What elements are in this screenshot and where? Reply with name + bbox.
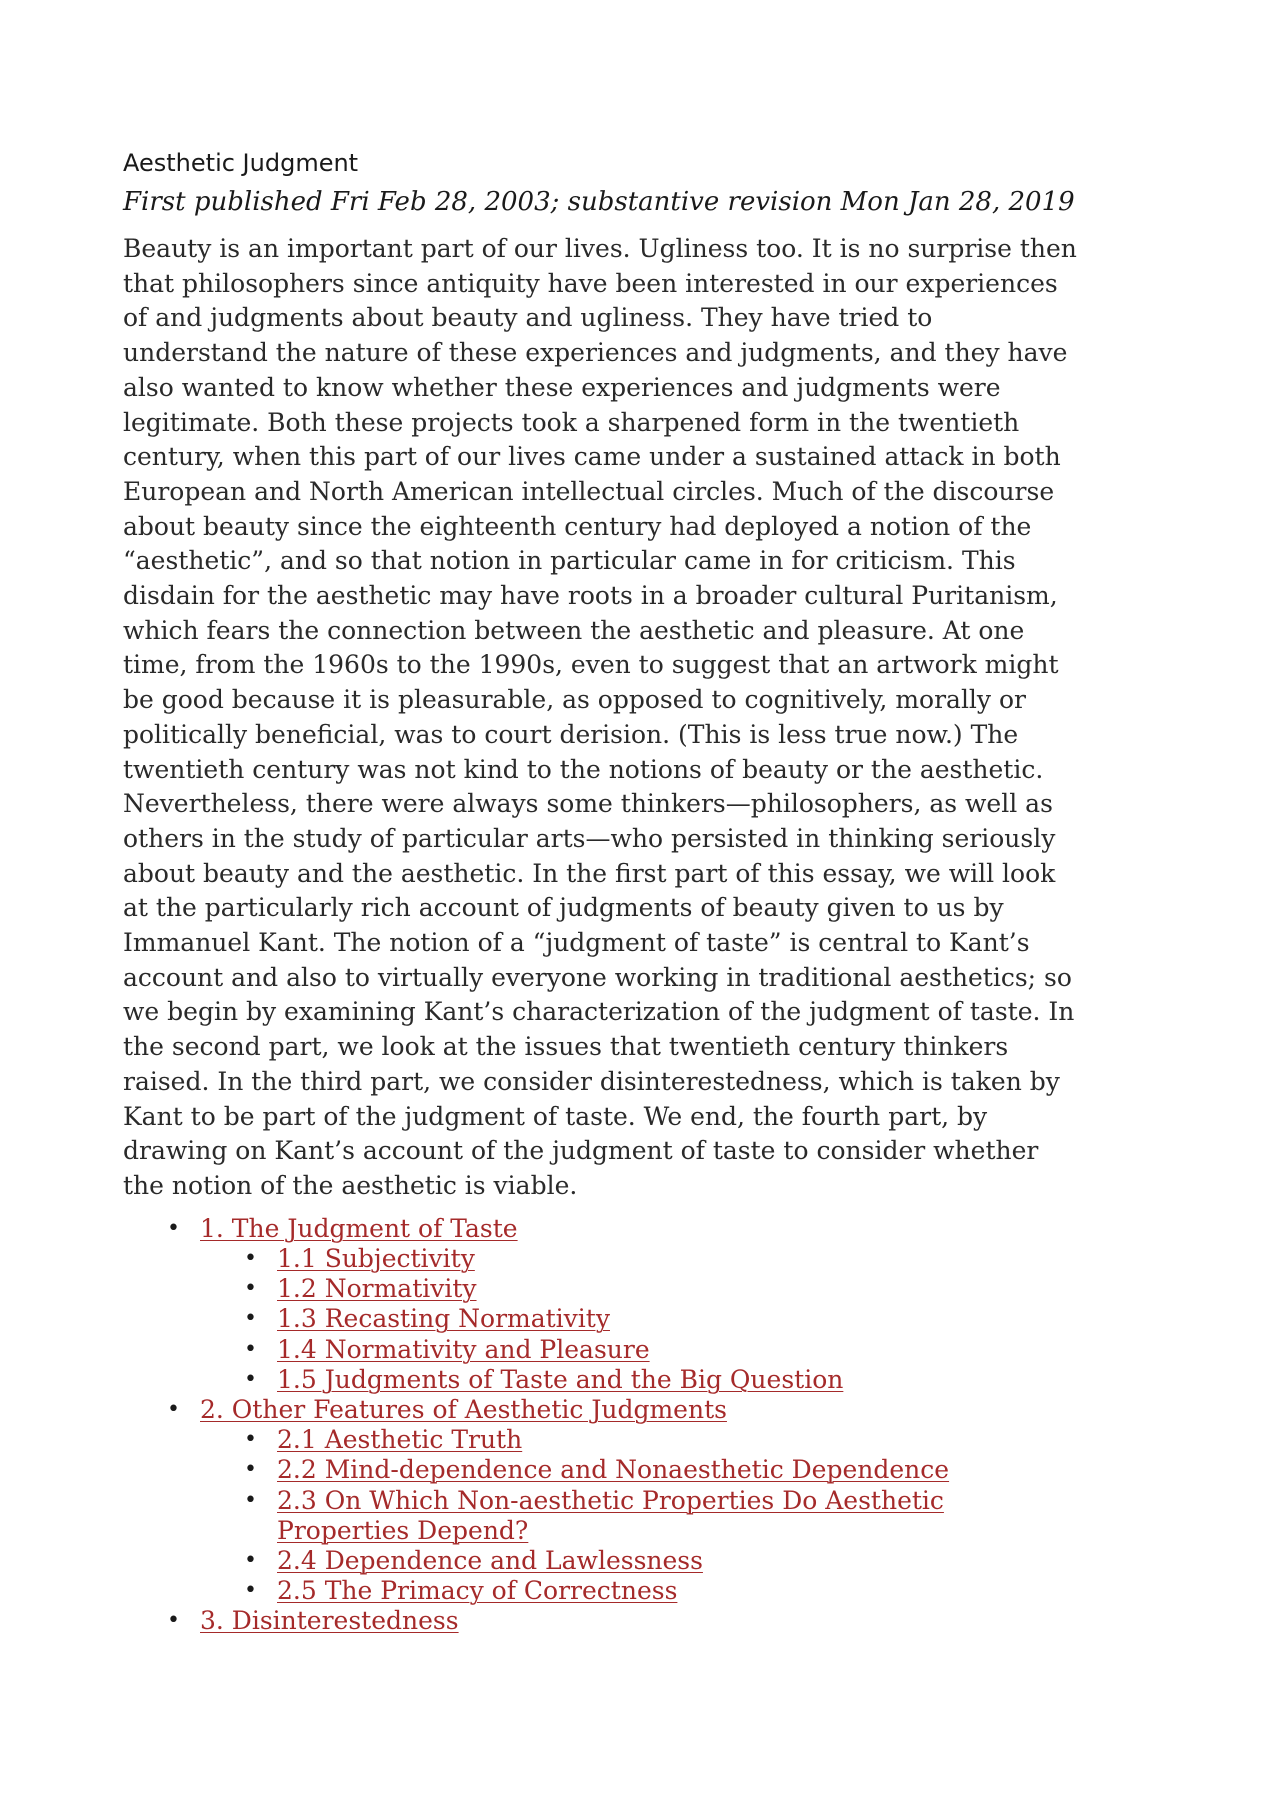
toc-subitem	[200, 1576, 1093, 1606]
toc-subitem	[200, 1304, 1093, 1334]
toc-item-2	[123, 1395, 1093, 1606]
document-title: Aesthetic Judgment	[123, 149, 359, 177]
toc-subitem	[200, 1455, 1093, 1485]
toc-link-1-4[interactable]: 1.4 Normativity and Pleasure	[277, 1334, 650, 1364]
toc-link-2[interactable]: 2. Other Features of Aesthetic Judgments	[200, 1394, 727, 1424]
toc-item-3	[123, 1606, 1093, 1636]
toc-link-3[interactable]: 3. Disinterestedness	[200, 1606, 459, 1636]
toc-subitem	[200, 1335, 1093, 1365]
toc-link-2-2[interactable]: 2.2 Mind-dependence and Nonaesthetic Dependence	[277, 1455, 950, 1485]
document-page	[123, 146, 1093, 1637]
toc-link-1-3[interactable]: 1.3 Recasting Normativity	[277, 1304, 610, 1334]
toc-subitem	[200, 1546, 1093, 1576]
toc-sublist-2	[200, 1425, 1093, 1606]
table-of-contents	[123, 1214, 1093, 1637]
toc-subitem	[200, 1486, 1093, 1546]
toc-subitem	[200, 1365, 1093, 1395]
abstract-paragraph: Beauty is an important part of our lives. Ugliness too. It is no surprise then that philosophers since antiquity have been interested in our experiences of and judgments about beauty and ugliness. They have tried to understand the nature of these experiences and judgments, and they have also wanted to know whether these experiences and judgments were legitimate. Both these projects took a sharpened form in the twentieth century, when this part of our lives came under a sustained attack in both European and North American intellectual circles. Much of the discourse about beauty since the eighteenth century had deployed a notion of the “aesthetic”, and so that notion in particular came in for criticism. This disdain for the aesthetic may have roots in a broader cultural Puritanism, which fears the connection between the aesthetic and pleasure. At one time, from the 1960s to the 1990s, even to suggest that an artwork might be good because it is pleasurable, as opposed to cognitively, morally or politically beneficial, was to court derision. (This is less true now.) The twentieth century was not kind to the notions of beauty or the aesthetic. Nevertheless, there were always some thinkers—philosophers, as well as others in the study of particular arts—who persisted in thinking seriously about beauty and the aesthetic. In the first part of this essay, we will look at the particularly rich account of judgments of beauty given to us by Immanuel Kant. The notion of a “judgment of taste” is central to Kant’s account and also to virtually everyone working in traditional aesthetics; so we begin by examining Kant’s characterization of the judgment of taste. In the second part, we look at the issues that twentieth century thinkers raised. In the third part, we consider disinterestedness, which is taken by Kant to be part of the judgment of taste. We end, the fourth part, by drawing on Kant’s account of the judgment of taste to consider whether the notion of the aesthetic is viable.	[123, 234, 1077, 1200]
toc-link-1-2[interactable]: 1.2 Normativity	[277, 1274, 477, 1304]
toc-link-2-3[interactable]: 2.3 On Which Non-aesthetic Properties Do Aesthetic Properties Depend?	[277, 1485, 944, 1545]
toc-subitem	[200, 1274, 1093, 1304]
publication-info: First published Fri Feb 28, 2003; substantive revision Mon Jan 28, 2019	[123, 187, 1075, 217]
toc-subitem	[200, 1425, 1093, 1455]
toc-link-2-1[interactable]: 2.1 Aesthetic Truth	[277, 1425, 523, 1455]
toc-sublist-1	[200, 1244, 1093, 1395]
toc-link-2-4[interactable]: 2.4 Dependence and Lawlessness	[277, 1545, 703, 1575]
toc-link-1-5[interactable]: 1.5 Judgments of Taste and the Big Question	[277, 1364, 844, 1394]
toc-link-2-5[interactable]: 2.5 The Primacy of Correctness	[277, 1576, 678, 1606]
toc-link-1-1[interactable]: 1.1 Subjectivity	[277, 1243, 475, 1273]
toc-item-1	[123, 1214, 1093, 1395]
toc-link-1[interactable]: 1. The Judgment of Taste	[200, 1213, 518, 1243]
toc-subitem	[200, 1244, 1093, 1274]
